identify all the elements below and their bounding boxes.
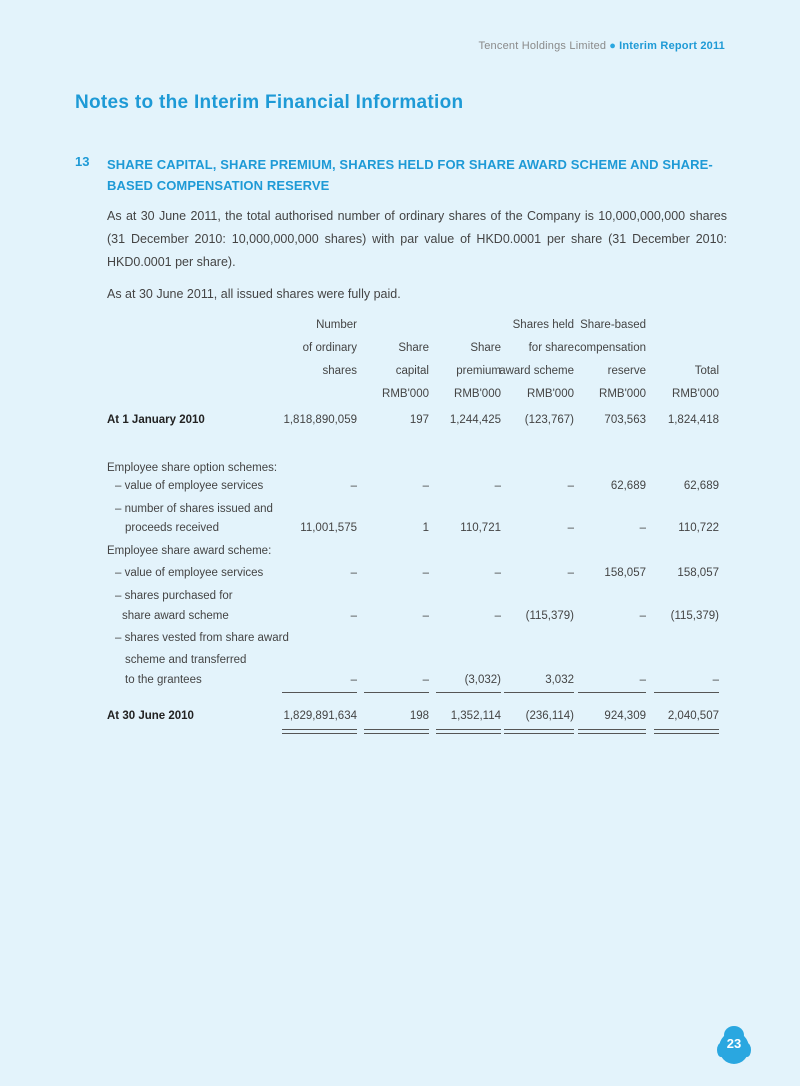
column-header-1-line-1: Share [398,342,429,354]
table-rule [654,692,719,693]
table-rule [654,729,719,730]
table-cell: – [422,610,429,622]
table-cell: 1,818,890,059 [283,414,357,426]
column-header-0-line-2: shares [322,365,357,377]
column-header-2-line-3: RMB'000 [454,388,501,400]
table-row-label: proceeds received [125,522,219,534]
table-row-label: scheme and transferred [125,654,247,666]
table-cell: – [639,674,646,686]
table-rule [282,733,357,734]
table-row-label: – number of shares issued and [115,503,273,515]
column-header-0-line-1: of ordinary [302,342,357,354]
table-rule [504,729,574,730]
table-cell: (123,767) [524,414,574,426]
table-cell: 110,721 [460,522,501,534]
table-row-label: At 1 January 2010 [107,414,205,426]
table-rule [578,729,646,730]
table-row-label: – value of employee services [115,567,264,579]
table-cell: 1,824,418 [667,414,719,426]
table-cell: 1,244,425 [449,414,501,426]
table-cell: 110,722 [678,522,719,534]
header-report: Interim Report 2011 [619,40,725,52]
column-header-1-line-3: RMB'000 [382,388,429,400]
table-cell: (115,379) [525,610,574,622]
table-rule [364,692,429,693]
table-rule [436,729,501,730]
bullet-icon: ● [609,40,617,52]
table-cell: 1,829,891,634 [283,710,357,722]
table-rule [578,692,646,693]
paragraph-authorised-shares: As at 30 June 2011, the total authorised number of ordinary shares of the Company is 10,000,000,000 shares (31 December 2010: 10,000,000,000 shares) with par value of HKD0.0001 per share (31 December 2010: HKD0.0001 per share). [107,209,727,269]
table-cell: – [350,480,357,492]
page-title: Notes to the Interim Financial Information [75,92,464,113]
table-cell: – [639,610,646,622]
column-header-2-line-1: Share [470,342,501,354]
column-header-3-line-2: award scheme [499,365,574,377]
table-cell: 197 [409,414,429,426]
table-rule [364,729,429,730]
table-cell: (236,114) [525,710,574,722]
table-rule [282,729,357,730]
column-header-0-line-0: Number [316,319,357,331]
table-row-label: share award scheme [122,610,229,622]
table-cell: 198 [409,710,429,722]
table-rule [436,692,501,693]
table-row-label: At 30 June 2010 [107,710,194,722]
table-cell: – [639,522,646,534]
table-cell: 1 [422,522,429,534]
column-header-1-line-2: capital [395,365,429,377]
paragraph-fully-paid: As at 30 June 2011, all issued shares were fully paid. [107,287,401,301]
column-header-3-line-3: RMB'000 [527,388,574,400]
table-cell: – [422,480,429,492]
table-cell: – [712,674,719,686]
table-cell: 3,032 [545,674,574,686]
page-number: 23 [726,1036,742,1051]
table-cell: 62,689 [683,480,719,492]
column-header-4-line-0: Share-based [580,319,646,331]
column-header-3-line-0: Shares held [512,319,574,331]
table-cell: 158,057 [677,567,719,579]
table-cell: – [567,522,574,534]
table-cell: 62,689 [610,480,646,492]
table-rule [436,733,501,734]
table-cell: 158,057 [604,567,646,579]
column-header-2-line-2: premium [456,365,501,377]
table-cell: (115,379) [670,610,719,622]
table-rule [654,733,719,734]
table-rule [504,733,574,734]
table-cell: – [350,567,357,579]
running-header [479,40,725,52]
table-row-label: Employee share option schemes: [107,462,278,474]
column-header-3-line-1: for share [528,342,574,354]
table-cell: – [494,610,501,622]
table-cell: 2,040,507 [667,710,719,722]
column-header-4-line-1: compensation [574,342,646,354]
section-number: 13 [75,154,90,169]
table-cell: – [350,610,357,622]
table-cell: – [494,480,501,492]
table-cell: – [422,674,429,686]
column-header-4-line-3: RMB'000 [599,388,646,400]
table-cell: 924,309 [604,710,646,722]
table-row-label: Employee share award scheme: [107,545,272,557]
header-company: Tencent Holdings Limited [478,40,607,52]
table-cell: – [567,567,574,579]
table-cell: 703,563 [604,414,646,426]
table-row-label: – value of employee services [115,480,264,492]
section-title: SHARE CAPITAL, SHARE PREMIUM, SHARES HELD FOR SHARE AWARD SCHEME AND SHARE-BASED COMPENSATION RESERVE [107,157,713,193]
table-cell: 11,001,575 [300,522,357,534]
column-header-4-line-2: reserve [607,365,646,377]
table-rule [364,733,429,734]
table-cell: (3,032) [464,674,501,686]
table-cell: – [350,674,357,686]
table-row-label: – shares vested from share award [115,632,289,644]
table-cell: – [422,567,429,579]
table-rule [578,733,646,734]
table-row-label: to the grantees [125,674,202,686]
table-cell: 1,352,114 [450,710,501,722]
table-rule [282,692,357,693]
column-header-5-line-2: Total [694,365,719,377]
table-row-label: – shares purchased for [115,590,233,602]
table-cell: – [494,567,501,579]
column-header-5-line-3: RMB'000 [672,388,719,400]
table-rule [504,692,574,693]
table-cell: – [567,480,574,492]
